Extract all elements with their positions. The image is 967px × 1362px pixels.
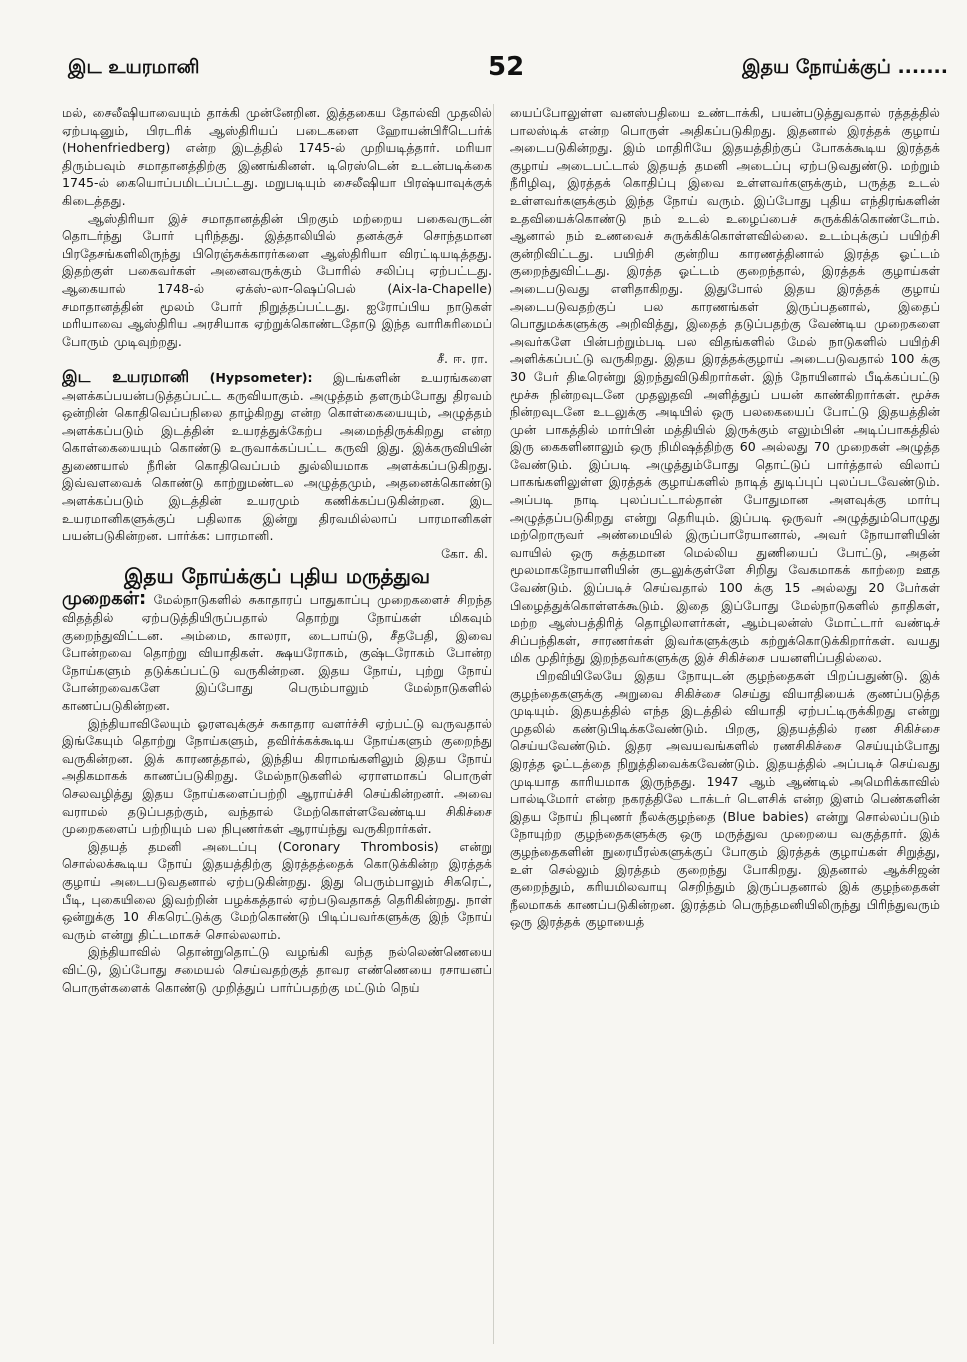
- entry-title: இதய நோய்க்குப் புதிய மருத்துவ: [123, 564, 431, 589]
- paragraph: இந்தியாவிலேயும் ஓரளவுக்குச் சுகாதார வளர்ச்சி ஏற்பட்டு வருவதால் இங்கேயும் தொற்று நோய்களும், தவிர்க்கக்கூடிய நோய்களும் குறைந்து வருகின்றன. இக் காரணத்தால், இந்திய கிராமங்களிலும் இதய நோய் அதிகமாகக் காணப்படுகிறது. மேல்நாடுகளில் ஏராளமாகப் பொருள் செலவழித்து இதய நோய்களைப்பற்றி ஆராய்ச்சி செய்கின்றனர். அவை வராமல் தடுப்பதற்கும், வந்தால் மேற்கொள்ளவேண்டிய சிகிச்சை முறைகளைப் பற்றியும் பல நிபுணர்கள் ஆராய்ந்து வருகிறார்கள்.: [62, 715, 492, 837]
- entry-hypsometer: [62, 368, 492, 545]
- paragraph: மேல்நாடுகளில் சுகாதாரப் பாதுகாப்பு முறைகளைச் சிறந்த விதத்தில் ஏற்படுத்தியிருப்பதால் தொற்று நோய்கள் மிகவும் குறைந்துவிட்டன. அம்மை, காலரா, டைபாய்டு, சீதபேதி, இவை போன்றவை தொற்று வியாதிகள். க்ஷயரோகம், குஷ்டரோகம் போன்ற நோய்களும் தடுக்கப்பட்டு வருகின்றன. இதய நோய், புற்று நோய் போன்றவைகளே இப்போது பெரும்பாலும் மேல்நாடுகளில் காணப்படுகின்றன.: [62, 592, 492, 713]
- paragraph: பிறவியிலேயே இதய நோயுடன் குழந்தைகள் பிறப்பதுண்டு. இக் குழந்தைகளுக்கு அறுவை சிகிச்சை செய்து வியாதியைக் குணப்படுத்த முடியும். இதயத்தில் எந்த இடத்தில் வியாதி ஏற்பட்டிருக்கிறது என்று முதலில் கண்டுபிடிக்கவேண்டும். பிறகு, இதயத்தில் ரண சிகிச்சை செய்யவேண்டும். இதர அவயவங்களில் ரணசிகிச்சை செய்யும்போது இரத்த ஓட்டத்தை நிறுத்திவைக்கவேண்டும். இதயத்தில் அப்படிச் செய்வது முடியாத காரியமாக இருந்தது. 1947 ஆம் ஆண்டில் அமெரிக்காவில் பால்டிமோர் என்ற நகரத்திலே டாக்டர் டௌசிக் என்ற இளம் பெண்களின் இதய நோய் நிபுணர் நீலக்குழந்தை (Blue babies) என்று சொல்லப்படும் நோயுற்ற குழந்தைகளுக்கு ஒரு மருத்துவ முறையை வகுத்தார். இக் குழந்தைகளின் நுரையீரல்களுக்குப் போகும் இரத்தக் குழாய்கள் சிறுத்து, உள் செல்லும் இரத்தம் குறைந்து போகிறது. இதனால் ஆக்சிஜன் குறைந்தும், கரியமிலவாயு செறிந்தும் இருப்பதனால் இக் குழந்தைகள் நீலமாகக் காணப்படுகின்றன. இரத்தம் பெருந்தமனியிலிருந்து பிரிந்துவரும் ஒரு இரத்தக் குழாயைத்: [510, 668, 940, 930]
- paragraph: இந்தியாவில் தொன்றுதொட்டு வழங்கி வந்த நல்லெண்ணெயை விட்டு, இப்போது சமையல் செய்வதற்குத் தாவர எண்ணெயை ரசாயனப் பொருள்களைக் கொண்டு முறித்துப் பார்ப்பதற்கு மட்டும் நெய்: [62, 944, 492, 995]
- paragraph: இடங்களின் உயரங்களை அளக்கப்பயன்படுத்தப்பட்ட கருவியாகும். அழுத்தம் தளரும்போது திரவம் ஒன்றின் கொதிவெப்பநிலை தாழ்கிறது என்ற கொள்கையையும், அழுத்தம் அளக்கப்படும் இடத்தின் உயரத்துக்கேற்ப அமைந்திருக்கிறது என்ற கொள்கையையும் கொண்டு உருவாக்கப்பட்ட கருவி இது. இக்கருவியின் துணையால் நீரின் கொதிவெப்பம் துல்லியமாக அளக்கப்படுகிறது. இவ்வளவைக் கொண்டு காற்றுமண்டல அழுத்தமும், அதனைக்கொண்டு அளக்கப்படும் இடத்தின் உயரமும் கணிக்கப்படுகின்றன. இட உயரமானிகளுக்குப் பதிலாக இன்று திரவமில்லாப் பாரமானிகள் பயன்படுகின்றன. பார்க்க: பாரமானி.: [62, 369, 492, 544]
- paragraph: ஆஸ்திரியா இச் சமாதானத்தின் பிறகும் மற்றைய பகைவருடன் தொடர்ந்து போர் புரிந்தது. இத்தாலியில் தனக்குச் சொந்தமான பிரதேசங்களிலிருந்து பிரெஞ்சுக்காரர்களை ஆஸ்திரியா விரட்டியடித்தது. இதற்குள் பகைவர்கள் அனைவருக்கும் போரில் சலிப்பு ஏற்பட்டது. ஆகையால் 1748-ல் ஏக்ஸ்-லா-ஷெப்பெல் (Aix-la-Chapelle) சமாதானத்தின் மூலம் போர் நிறுத்தப்பட்டது. ஐரோப்பிய நாடுகள் மரியாவை ஆஸ்திரிய அரசியாக ஏற்றுக்கொண்டதோடு இந்த வாரிசுரிமைப் போரும் முடிவுற்றது.: [62, 210, 492, 349]
- entry-title: இட உயரமானி: [62, 366, 190, 386]
- author-initials: கோ. கி.: [441, 545, 488, 561]
- page-number: 52: [488, 52, 525, 82]
- paragraph: யைப்போலுள்ள வனஸ்பதியை உண்டாக்கி, பயன்படுத்துவதால் ரத்தத்தில் பாலஸ்டிக் என்ற பொருள் அதிகப்படுகிறது. இதனால் இரத்தக் குழாய் அடைபடுகின்றது. இம் மாதிரியே இதயத்திற்குப் போகக்கூடிய இரத்தக் குழாய் அடைபட்டால் இதயத் தமனி அடைப்பு ஏற்படுவதுண்டு. மற்றும் நீரிழிவு, இரத்தக் கொதிப்பு இவை உள்ளவர்களுக்கும், பருத்த உடல் உள்ளவர்களுக்கும் இந்த நோய் வரும். இப்போது புதிய எந்திரங்களின் உதவியைக்கொண்டு நம் உடல் உழைப்பைச் சுருக்கிக்கொண்டோம். ஆனால் நம் உணவைச் சுருக்கிக்கொள்ளவில்லை. உடம்புக்குப் பயிற்சி குன்றிவிட்டது. பயிற்சி குன்றிய காரணத்தினால் இரத்த ஓட்டம் குறைந்துவிட்டது. இரத்த ஓட்டம் குறைந்தால், இரத்தக் குழாய்கள் அடைபடுவது எளிதாகிறது. இதுபோல் இதய இரத்தக் குழாய் அடைபடுவதற்குப் பல காரணங்கள் இருப்பதனால், இதைப் பொதுமக்களுக்கு அறிவித்து, இதைத் தடுப்பதற்கு வேண்டிய முறைகளை அவர்களே பின்பற்றும்படி பல விதங்களில் மேல் நாடுகளில் பயிற்சி அளிக்கப்பட்டு வருகிறது. இதய இரத்தக்குழாய் அடைபடுவதால் 100 க்கு 30 பேர் திடீரென்று இறந்துவிடுகிறார்கள். இந் நோயினால் பீடிக்கப்பட்டு மூச்சு நின்றவுடனே முதலுதவி அளித்துப் பயன் காண்கிறார்கள். மூச்சு நின்றவுடனே உடலுக்கு அடியில் ஒரு பலகையைப் போட்டு இதயத்தின் முன் பாகத்தில் மார்பின் மத்தியில் இருக்கும் எலும்பின் அடிப்பாகத்தில் இரு கைகளினாலும் ஒரு நிமிஷத்திற்கு 60 அல்லது 70 முறைகள் அழுத்த வேண்டும். இப்படி அழுத்தும்போது தொட்டுப் பார்த்தால் விலாப் பாகங்களிலுள்ள இரத்தக் குழாய்களில் நாடித் துடிப்புப் புலப்படவேண்டும். அப்படி நாடி புலப்பட்டால்தான் போதுமான அளவுக்கு மார்பு அழுத்தப்படுகிறது என்று தெரியும். இப்படி ஒருவர் அழுத்தும்பொழுது மற்றொருவர் அண்மையில் இருப்பாரேயானால், அவர் நோயாளியின் வாயில் ஒரு சுத்தமான மெல்லிய துணியைப் போட்டு, அதன் மூலமாகநோயாளியின் குடலுக்குள்ளே சிறிது வேகமாகக் காற்றை ஊத வேண்டும். இப்படிச் செய்வதால் 100 க்கு 15 அல்லது 20 பேர்கள் பிழைத்துக்கொள்ளக்கூடும். இதை இப்போது மேல்நாடுகளில் தாதிகள், மற்ற ஆஸ்பத்திரித் தொழிலாளர்கள், ஆம்புலன்ஸ் மோட்டார் வண்டிச் சிப்பந்திகள், சாரணர்கள் இவர்களுக்கும் கற்றுக்கொடுக்கிறார்கள். வயது மிக முதிர்ந்து இறந்தவர்களுக்கு இச் சிகிச்சை பயனளிப்பதில்லை.: [510, 105, 940, 666]
- paragraph: மல், சைலீஷியாவையும் தாக்கி முன்னேறின. இத்தகைய தோல்வி முதலில் ஏற்படினும், பிரடரிக் ஆஸ்திரியப் படைகளை ஹோயன்பிரீடெபர்க் (Hohenfriedberg) என்ற இடத்தில் 1745-ல் முறியடித்தார். மரியா திரும்பவும் சமாதானத்திற்கு இணங்கினள். டிரெஸ்டென் உடன்படிக்கை 1745-ல் கையொப்பமிடப்பட்டது. மறுபடியும் சைலீஷியா பிரஷ்யாவுக்குக் கிடைத்தது.: [62, 105, 492, 208]
- entry-title-continued: முறைகள்:: [62, 588, 147, 610]
- entry-english-term: (Hypsometer):: [209, 369, 313, 385]
- paragraph: இதயத் தமனி அடைப்பு (Coronary Thrombosis) என்று சொல்லக்கூடிய நோய் இதயத்திற்கு இரத்தத்தைக் கொடுக்கின்ற இரத்தக் குழாய் அடைபடுவதனால் ஏற்படுகின்றது. இது பெரும்பாலும் சிகரெட், பீடி, புகையிலை இவற்றின் பழக்கத்தால் ஏற்படுவதாகத் தெரிகின்றது. நாள் ஒன்றுக்கு 10 சிகரெட்டுக்கு மேற்கொண்டு பிடிப்பவர்களுக்கு இந் நோய் வரும் என்று திட்டமாகச் சொல்லலாம்.: [62, 838, 492, 942]
- author-initials: சீ. ஈ. ரா.: [437, 351, 488, 367]
- column-divider: [493, 104, 494, 1344]
- right-column: [510, 104, 940, 1354]
- page-header: [56, 52, 948, 88]
- left-column: [62, 104, 492, 1354]
- entry-heart-disease: [62, 590, 492, 714]
- running-head-right: இதய நோய்க்குப் .......: [742, 56, 948, 78]
- running-head-left: இட உயரமானி: [68, 56, 200, 78]
